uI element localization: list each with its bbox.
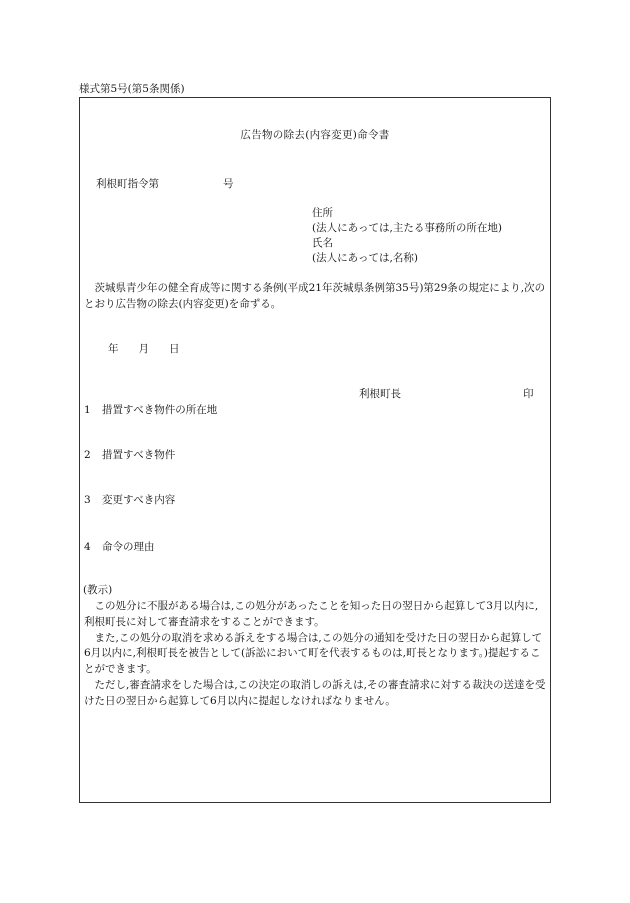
item-number: 1 [84, 404, 91, 416]
issuer-name: 利根町長 [359, 388, 401, 400]
order-body-text: 茨城県青少年の健全育成等に関する条例(平成21年茨城県条例第35号)第29条の規定により,次のとおり広告物の除去(内容変更)を命ずる。 [84, 282, 546, 310]
date-line [108, 342, 200, 356]
notice-paragraph: この処分に不服がある場合は,この処分があったことを知った日の翌日から起算して3月以内に,利根町長に対して審査請求をすることができます。 [84, 600, 539, 628]
seal-mark: 印 [523, 388, 534, 400]
order-number-suffix: 号 [223, 178, 234, 190]
date-year: 年 [108, 343, 119, 355]
item-label: 命令の理由 [102, 541, 155, 553]
item-change-content [84, 493, 175, 507]
notice-heading: (教示) [83, 584, 113, 596]
item-location [84, 403, 217, 417]
item-label: 措置すべき物件の所在地 [102, 404, 218, 416]
notice-text [84, 599, 546, 709]
item-object [84, 448, 175, 462]
notice-paragraph: ただし,審査請求をした場合は,この決定の取消しの訴えは,その審査請求に対する裁決の送達を受けた日の翌日から起算して6月以内に提起しなければなりません。 [84, 678, 546, 707]
item-number: 3 [84, 494, 91, 506]
item-reason [84, 540, 155, 554]
item-label: 措置すべき物件 [102, 449, 176, 461]
document-title: 広告物の除去(内容変更)命令書 [240, 129, 390, 141]
order-number [96, 177, 234, 191]
form-number-label: 様式第5号(第5条関係) [79, 83, 185, 95]
notice-paragraph: また,この処分の取消を求める訴えをする場合は,この処分の通知を受けた日の翌日から起算して6月以内に,利根町長を被告として(訴訟において町を代表するものは,町長となります。)提起することができます。 [84, 631, 543, 675]
address-note: (法人にあっては,主たる事務所の所在地) [312, 222, 502, 234]
name-label: 氏名 [312, 237, 333, 249]
name-note: (法人にあっては,名称) [312, 252, 418, 264]
address-label: 住所 [312, 207, 333, 219]
item-number: 2 [84, 449, 91, 461]
item-number: 4 [84, 541, 91, 553]
date-day: 日 [169, 343, 180, 355]
order-number-prefix: 利根町指令第 [96, 178, 159, 190]
date-month: 月 [138, 343, 149, 355]
item-label: 変更すべき内容 [102, 494, 176, 506]
